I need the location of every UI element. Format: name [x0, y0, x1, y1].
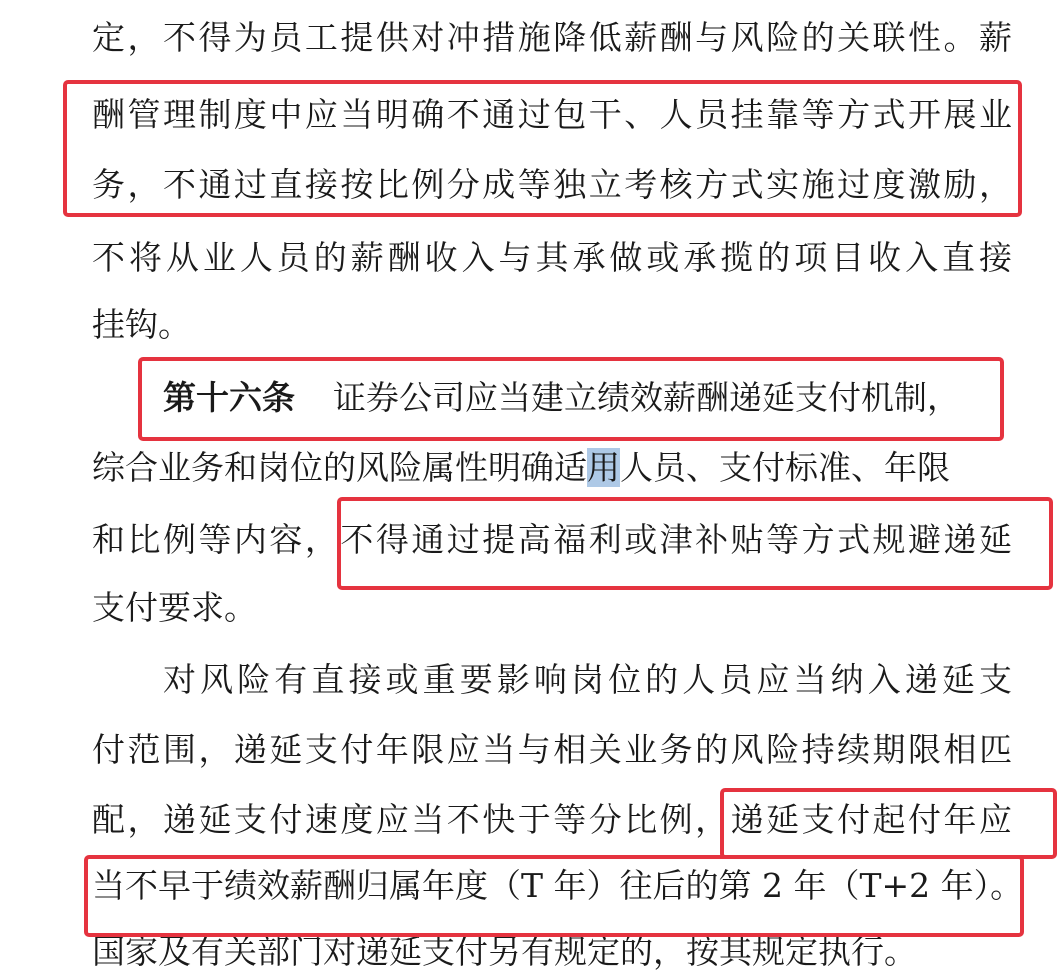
annotation-box-5 [84, 855, 1024, 937]
para2-line-5-cut: 国家及有关部门对递延支付另有规定的，按其规定执行。 [92, 932, 917, 971]
annotation-box-4 [720, 788, 1057, 859]
para2-line-1: 对风险有直接或重要影响岗位的人员应当纳入递延支 [163, 660, 1012, 699]
article-16-line-2 [92, 448, 1012, 488]
para2-line-4: 当不早于绩效薪酬归属年度（T 年）往后的第 2 年（T+2 年）。 [92, 866, 1024, 905]
annotation-box-2 [138, 357, 1004, 441]
article-16-text-2a: 综合业务和岗位的风险属性明确适 [92, 448, 587, 487]
para2-line-2: 付范围，递延支付年限应当与相关业务的风险持续期限相匹 [92, 730, 1012, 769]
text-line-2: 酬管理制度中应当明确不通过包干、人员挂靠等方式开展业 [92, 95, 1012, 134]
annotation-box-1 [63, 80, 1022, 217]
para2-line-3: 配，递延支付速度应当不快于等分比例，递延支付起付年应 [92, 800, 1012, 839]
text-line-5: 挂钩。 [92, 305, 191, 344]
article-16-text-1: 证券公司应当建立绩效薪酬递延支付机制， [333, 378, 960, 417]
text-line-3: 务，不通过直接按比例分成等独立考核方式实施过度激励， [92, 165, 1012, 204]
article-16-text-2b: 人员、支付标准、年限 [620, 448, 950, 487]
text-line-4: 不将从业人员的薪酬收入与其承做或承揽的项目收入直接 [92, 238, 1012, 277]
text-line-1: 定，不得为员工提供对冲措施降低薪酬与风险的关联性。薪 [92, 18, 1012, 57]
article-16-line-3: 和比例等内容，不得通过提高福利或津补贴等方式规避递延 [92, 520, 1012, 559]
annotation-box-3 [337, 497, 1053, 590]
article-16-line-4: 支付要求。 [92, 588, 257, 627]
selected-text-highlight: 用 [587, 448, 620, 487]
article-heading: 第十六条 [163, 378, 295, 417]
